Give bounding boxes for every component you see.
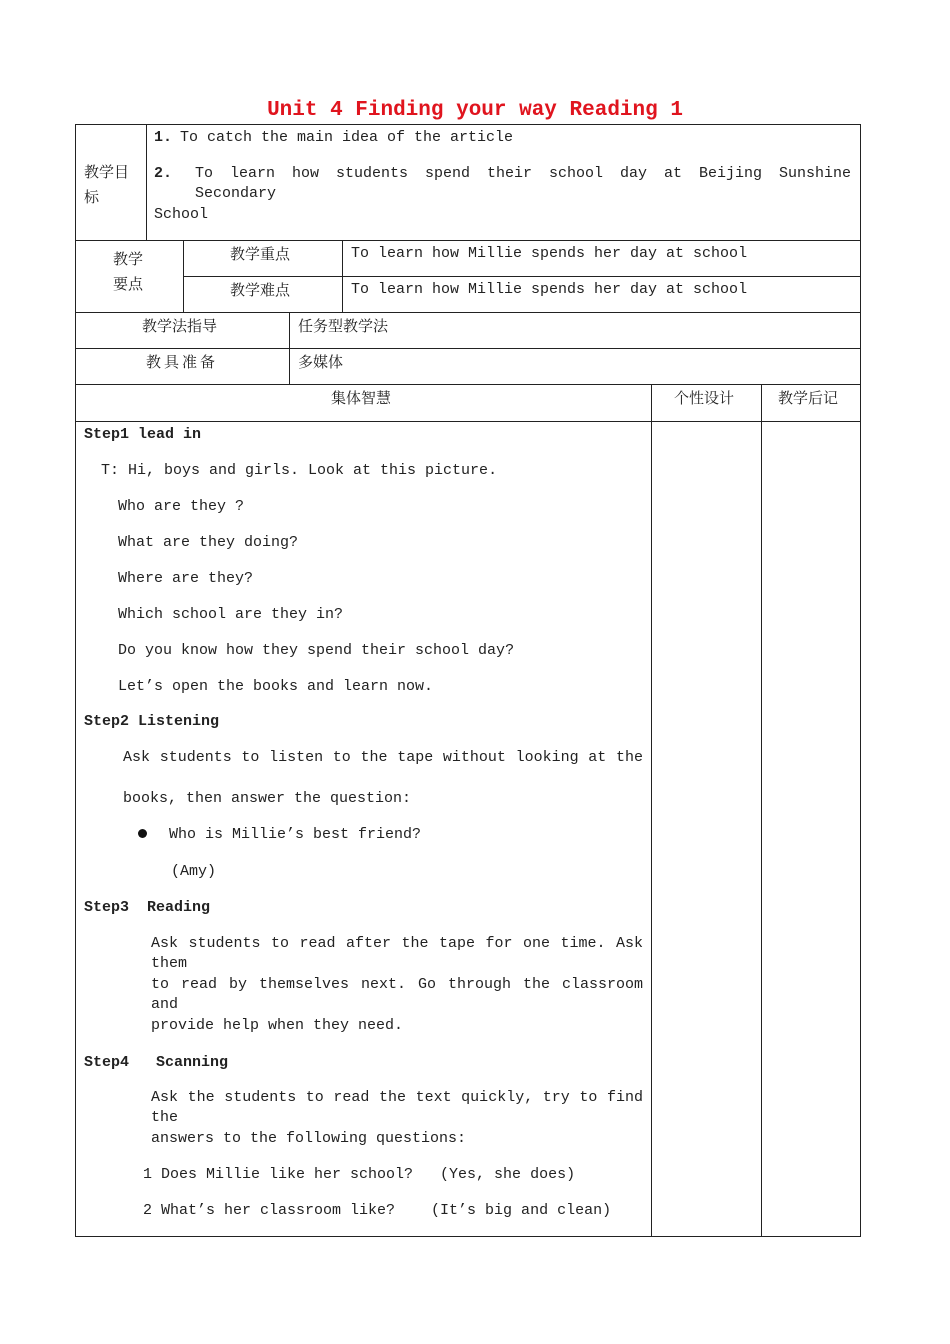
objective-1-number: 1. [154,129,173,146]
method-label: 教学法指导 [142,317,218,335]
step2-line: books, then answer the question: [123,790,412,807]
step2-answer: (Amy) [171,863,217,880]
step3-line: provide help when they need. [151,1017,404,1034]
objective-1-text: To catch the main idea of the article [180,129,514,146]
tools-value: 多媒体 [298,353,344,371]
objectives-label: 教学目标 [84,163,130,206]
step4-heading: Step4 Scanning [84,1054,229,1071]
step4-line: Ask the students to read the text quickly, try to find the [151,1089,643,1126]
column-header-main: 集体智慧 [331,389,392,407]
step1-line: T: Hi, boys and girls. Look at this picture. [101,462,498,479]
step2-question: Who is Millie’s best friend? [169,826,422,843]
step3-line: Ask students to read after the tape for one time. Ask them [151,935,643,972]
step4-question: 1 Does Millie like her school? (Yes, she does) [143,1166,576,1183]
step4-line: answers to the following questions: [151,1130,467,1147]
objective-2-number: 2. [154,165,173,182]
step1-line: What are they doing? [118,534,299,551]
method-value: 任务型教学法 [298,317,389,335]
step3-heading: Step3 Reading [84,899,211,916]
difficulty-text: To learn how Millie spends her day at school [351,281,748,298]
step2-line: Ask students to listen to the tape without looking at the [123,749,643,766]
column-header-personal: 个性设计 [674,389,735,407]
step3-line: to read by themselves next. Go through the classroom and [151,976,643,1013]
bullet-icon [138,829,147,838]
key-points-label: 教学要点 [113,250,144,293]
step4-question: 2 What’s her classroom like? (It’s big and clean) [143,1202,612,1219]
step1-line: Which school are they in? [118,606,344,623]
column-header-notes: 教学后记 [778,389,839,407]
step2-heading: Step2 Listening [84,713,220,730]
objective-2-continuation: School [154,206,209,223]
step1-line: Let’s open the books and learn now. [118,678,434,695]
step1-line: Who are they ? [118,498,245,515]
page-title: Unit 4 Finding your way Reading 1 [267,99,683,122]
step1-line: Where are they? [118,570,254,587]
focus-text: To learn how Millie spends her day at school [351,245,748,262]
objective-2-text: To learn how students spend their school day at Beijing Sunshine Secondary [195,165,851,202]
tools-label: 教具准备 [146,353,219,371]
difficulty-label: 教学难点 [230,281,291,299]
step1-heading: Step1 lead in [84,426,202,443]
focus-label: 教学重点 [230,245,291,263]
step1-line: Do you know how they spend their school day? [118,642,515,659]
